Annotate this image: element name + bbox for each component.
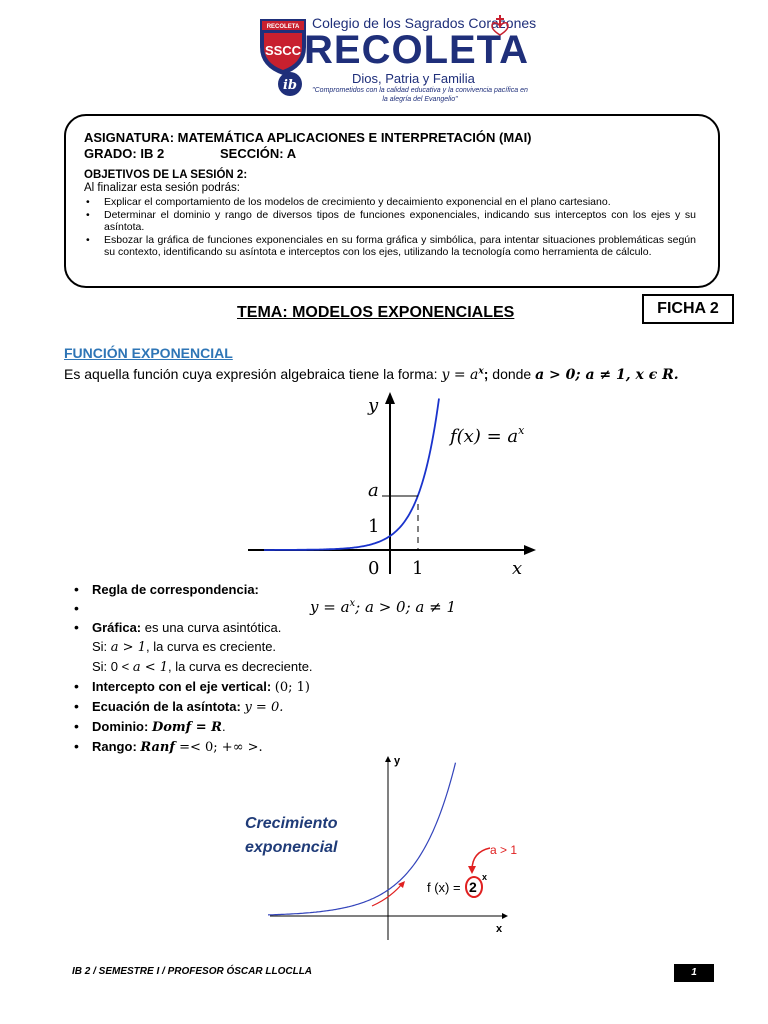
x-axis-arrow	[524, 545, 536, 555]
x-axis-label: x	[496, 923, 503, 935]
domain-item	[72, 717, 472, 737]
annotation-arrow-head	[468, 866, 476, 874]
growth-graph	[240, 748, 530, 944]
topic-title: TEMA: MODELOS EXPONENCIALES	[237, 304, 515, 321]
y-axis-label: y	[394, 755, 401, 767]
growth-title-line1: Crecimiento	[245, 815, 338, 832]
asymptote-value: y = 0.	[244, 700, 284, 715]
growth-annotation: a > 1	[490, 843, 518, 857]
si2-math: a < 1	[132, 660, 169, 675]
definition-formula: y = a	[441, 367, 479, 383]
y-axis-arrow	[385, 392, 395, 404]
growth-exponent: x	[482, 872, 488, 882]
growth-base: 2	[469, 879, 477, 895]
si1-prefix: Si:	[92, 639, 111, 654]
exponential-graph	[240, 388, 540, 580]
footer-text: IB 2 / SEMESTRE I / PROFESOR ÓSCAR LLOCLLA	[72, 966, 313, 977]
brand-name: RECOLETA	[304, 28, 530, 72]
intercept-item	[72, 677, 472, 697]
y-axis-label: y	[368, 395, 379, 416]
origin-label: 0	[368, 558, 380, 579]
definition-semicolon: ;	[483, 366, 489, 382]
definition-line	[64, 366, 679, 383]
definition-exponent: x	[478, 366, 484, 377]
section-line: SECCIÓN: A	[220, 146, 297, 161]
range-value: Ranf	[140, 740, 175, 755]
definition-conditions: a > 0; a ≠ 1, x ϵ R.	[535, 367, 679, 383]
x-axis-label: x	[512, 558, 523, 579]
shield-monogram: SSCC	[264, 43, 302, 58]
domain-dot: .	[221, 719, 226, 734]
growth-title-line2: exponencial	[245, 839, 338, 856]
a-tick-label: a	[368, 480, 379, 501]
section-heading: FUNCIÓN EXPONENCIAL	[64, 345, 233, 361]
page-number: 1	[674, 964, 714, 982]
school-shield-logo	[258, 17, 308, 77]
range-label: Rango:	[92, 739, 141, 754]
asymptote-label: Ecuación de la asíntota:	[92, 699, 245, 714]
function-label-text: f(x) = a	[450, 426, 519, 447]
rule-formula-tail: ; a > 0; a ≠ 1	[355, 598, 456, 616]
rule-formula-base: y = a	[310, 598, 350, 616]
objective-item: • Explicar el comportamiento de los modelos de crecimiento y decaimiento exponencial en el plano cartesiano.	[84, 196, 696, 209]
rule-label: Regla de correspondencia:	[92, 582, 259, 597]
growth-function-label: f (x) =	[427, 880, 461, 895]
si2-prefix: Si: 0 <	[92, 659, 133, 674]
definition-text: Es aquella función cuya expresión algebraica tiene la forma:	[64, 366, 442, 382]
si2-text: , la curva es decreciente.	[168, 659, 313, 674]
shield-text: RECOLETA	[266, 24, 300, 30]
x-one-tick-label: 1	[412, 558, 424, 579]
ficha-label: FICHA 2	[642, 294, 734, 324]
school-motto: Dios, Patria y Familia	[352, 71, 475, 86]
x-axis-arrow	[502, 913, 508, 919]
school-slogan: "Comprometidos con la calidad educativa y la convivencia pacífica en la alegría del Evangelio"	[312, 87, 528, 103]
objectives-title: OBJETIVOS DE LA SESIÓN 2:	[84, 169, 248, 181]
objective-item: • Determinar el dominio y rango de diversos tipos de funciones exponenciales, indicando sus interceptos con los ejes y su asíntota.	[84, 209, 696, 234]
function-label	[448, 424, 525, 447]
donde-text: donde	[488, 366, 536, 382]
intercept-label: Intercepto con el eje vertical:	[92, 679, 275, 694]
si1-math: a > 1	[110, 640, 146, 655]
curve-arrow	[372, 884, 402, 906]
graph-label: Gráfica:	[92, 620, 142, 635]
asymptote-item	[72, 697, 472, 717]
domain-label: Dominio:	[92, 719, 152, 734]
domain-value: Domf = R	[151, 720, 222, 735]
one-tick-label: 1	[368, 516, 380, 537]
ib-logo-text: ib	[282, 78, 298, 93]
subject-line: ASIGNATURA: MATEMÁTICA APLICACIONES E INTERPRETACIÓN (MAI)	[84, 130, 532, 145]
range-tail: =< 0; +∞ >.	[174, 740, 263, 755]
objectives-list	[84, 196, 696, 259]
school-name: Colegio de los Sagrados Corazones	[312, 15, 537, 31]
objective-item: • Esbozar la gráfica de funciones exponenciales en su forma gráfica y simbólica, para intentar situaciones problemáticas según su contexto, identificando su asíntota e interceptos con los ejes, utilizando la tecnología como herramienta de cálculo.	[84, 234, 696, 259]
function-label-exponent: x	[518, 424, 525, 437]
ib-logo-icon	[276, 70, 304, 98]
graph-text: es una curva asintótica.	[141, 620, 282, 635]
intercept-value: (0; 1)	[274, 680, 310, 695]
rule-formula	[310, 598, 456, 616]
rule-item	[72, 580, 472, 599]
graph-item	[72, 618, 472, 677]
y-axis-arrow	[385, 756, 391, 762]
objectives-intro: Al finalizar esta sesión podrás:	[84, 182, 240, 194]
grade-line: GRADO: IB 2	[84, 146, 165, 161]
exponential-curve	[264, 399, 439, 551]
si1-text: , la curva es creciente.	[145, 639, 277, 654]
rule-formula-exponent: x	[349, 598, 356, 609]
